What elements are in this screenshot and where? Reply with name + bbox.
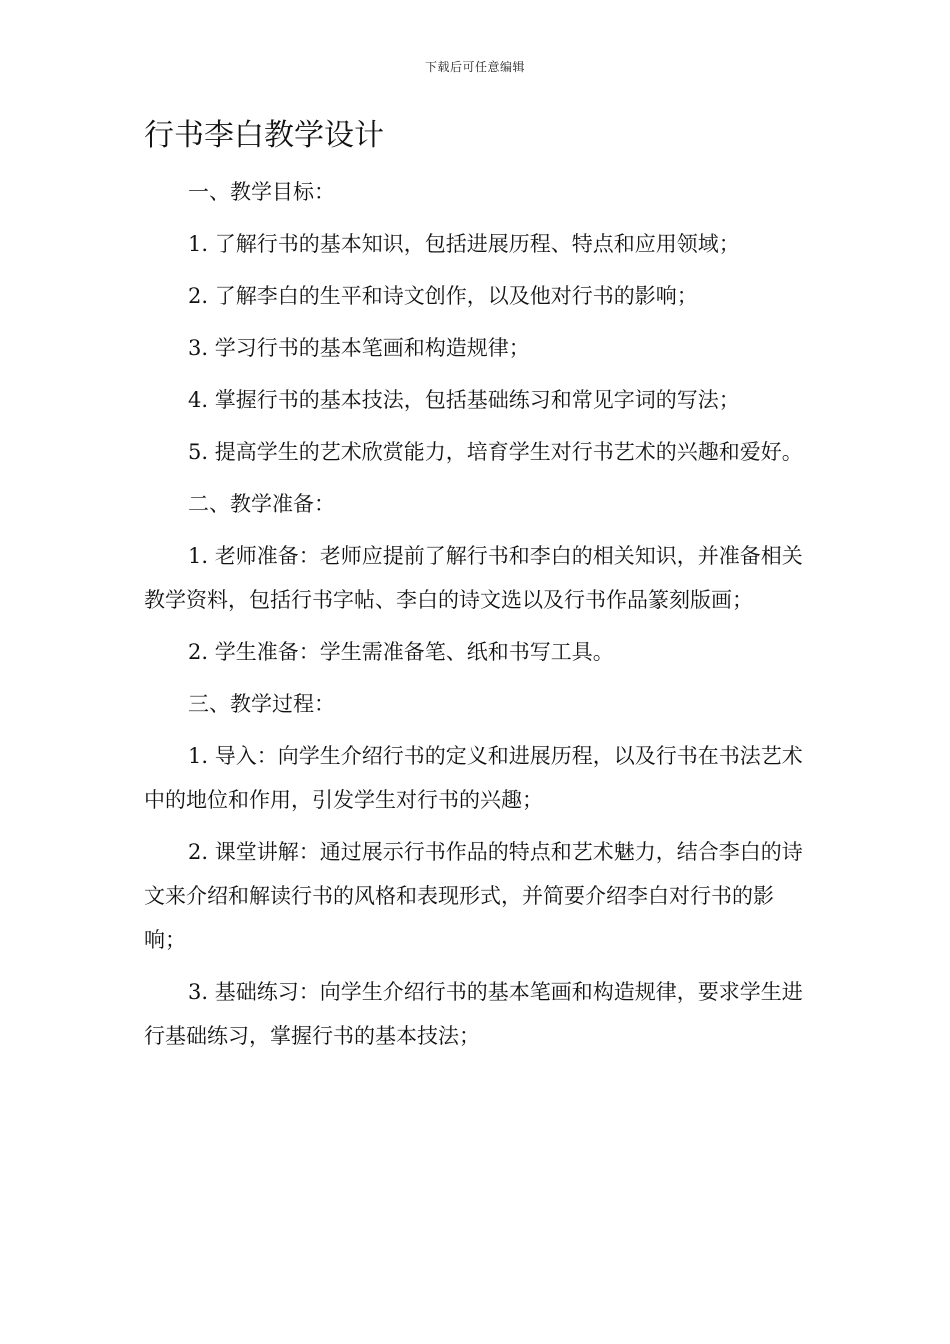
list-item: 2. 学生准备：学生需准备笔、纸和书写工具。 (188, 640, 614, 664)
list-item: 3. 学习行书的基本笔画和构造规律； (188, 336, 530, 360)
list-item: 1. 导入：向学生介绍行书的定义和进展历程，以及行书在书法艺术中的地位和作用，引发学生对行书的兴趣； (144, 744, 803, 812)
list-item: 2. 了解李白的生平和诗文创作，以及他对行书的影响； (188, 284, 698, 308)
list-item: 5. 提高学生的艺术欣赏能力，培育学生对行书艺术的兴趣和爱好。 (188, 440, 803, 464)
page-title: 行书李白教学设计 (144, 118, 384, 153)
list-item: 2. 课堂讲解：通过展示行书作品的特点和艺术魅力，结合李白的诗文来介绍和解读行书的风格和表现形式，并简要介绍李白对行书的影响； (144, 840, 803, 952)
header-note: 下载后可任意编辑 (424, 60, 525, 74)
document-body (144, 170, 806, 1066)
section-heading-preparation: 二、教学准备： (188, 492, 335, 516)
list-item: 4. 掌握行书的基本技法，包括基础练习和常见字词的写法； (188, 388, 740, 412)
list-item: 1. 老师准备：老师应提前了解行书和李白的相关知识，并准备相关教学资料，包括行书字帖、李白的诗文选以及行书作品篆刻版画； (144, 544, 803, 612)
list-item: 1. 了解行书的基本知识，包括进展历程、特点和应用领域； (188, 232, 740, 256)
list-item: 3. 基础练习：向学生介绍行书的基本笔画和构造规律，要求学生进行基础练习，掌握行书的基本技法； (144, 980, 803, 1048)
section-heading-process: 三、教学过程： (188, 692, 335, 716)
section-heading-objectives: 一、教学目标： (188, 180, 335, 204)
